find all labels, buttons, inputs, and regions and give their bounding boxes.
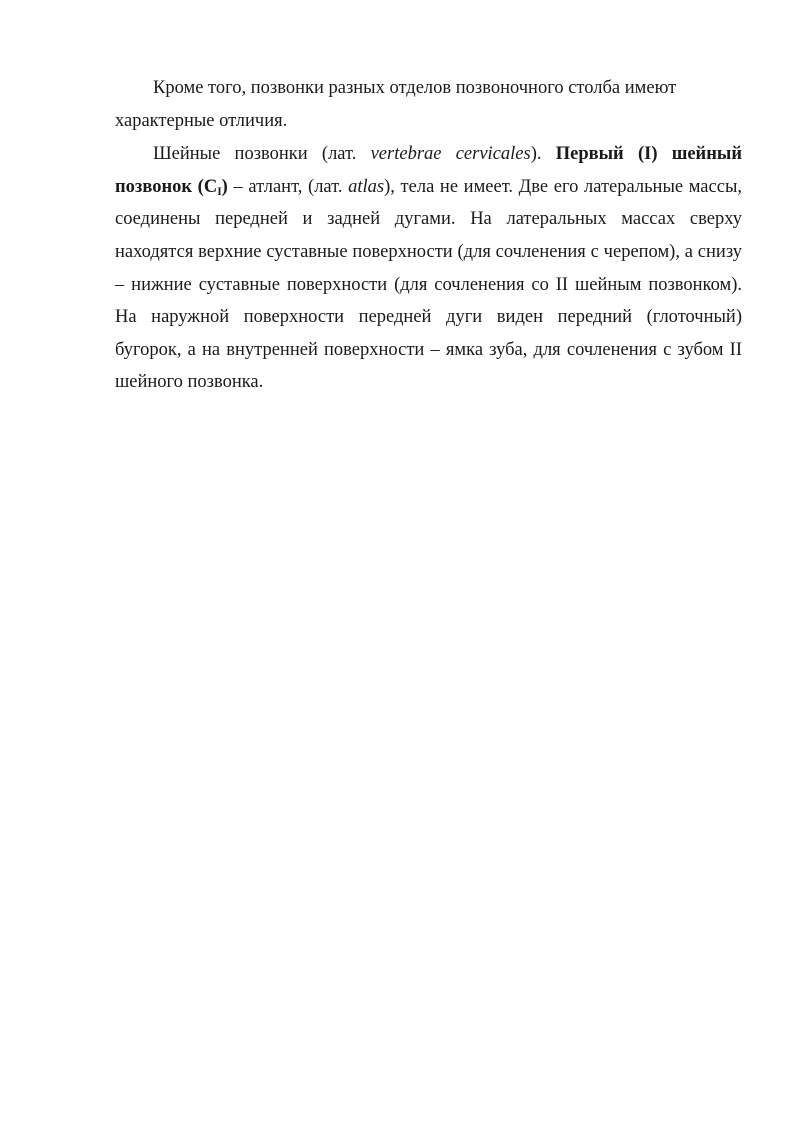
bold-heading-close: ) <box>221 176 228 197</box>
paragraph-1-text: Кроме того, позвонки разных отделов позвоночного столба имеют характерные отличия. <box>115 78 677 131</box>
latin-term-atlas: atlas <box>348 176 385 197</box>
paragraph-2-intro: Шейные позвонки (лат. <box>153 144 371 165</box>
document-page <box>115 72 742 399</box>
paragraph-2-body: ), тела не имеет. Две его латеральные массы, соединены передней и задней дугами. На латеральных массах сверху находятся верхние суставные поверхности (для сочленения с черепом), а снизу – нижние суставные поверхности (для сочленения со II шейным позвонком). На наружной поверхности передней дуги виден передний (глоточный) бугорок, а на внутренней поверхности – ямка зуба, для сочленения с зубом II шейного позвонка. <box>115 176 742 393</box>
bold-heading-text: Первый (I) шейный позвонок (C <box>115 144 742 197</box>
subscript-numeral: I <box>217 185 222 198</box>
paragraph-2-atlas-intro: – атлант, (лат. <box>227 176 349 197</box>
paragraph-vertebrae-differences <box>115 72 742 137</box>
paragraph-cervical-vertebrae <box>115 138 742 399</box>
paragraph-2-punct: ). <box>530 144 556 165</box>
latin-term-cervical: vertebrae cervicales <box>370 144 531 165</box>
